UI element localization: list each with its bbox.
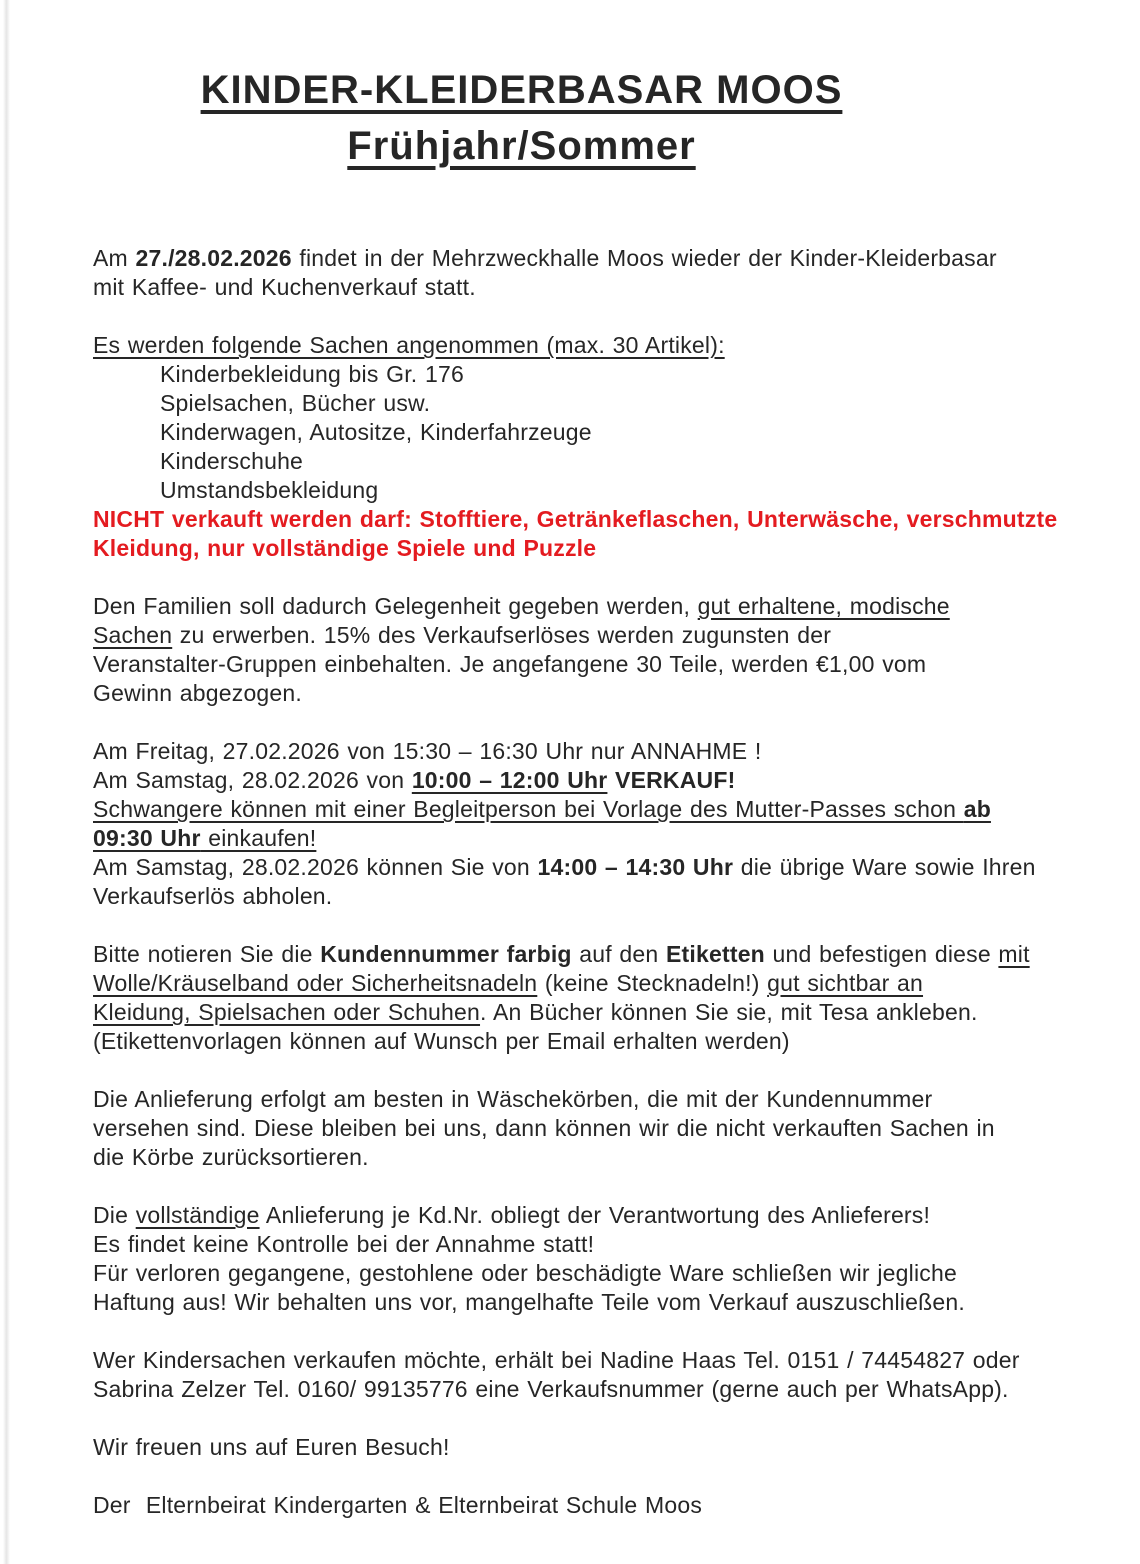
text-run: und befestigen diese <box>764 941 999 967</box>
contact-paragraph <box>93 1346 1060 1404</box>
title-line-2: Frühjahr/Sommer <box>347 124 696 168</box>
accepted-heading: Es werden folgende Sachen angenommen (max. 30 Artikel): <box>93 332 725 358</box>
text-line <box>93 998 1060 1027</box>
text-line: Für verloren gegangene, gestohlene oder beschädigte Ware schließen wir jegliche <box>93 1260 957 1286</box>
title-line-2-wrap <box>93 118 950 174</box>
customer-number-label: Kundennummer farbig <box>320 941 572 967</box>
text-line <box>93 940 1060 969</box>
text-line: Veranstalter-Gruppen einbehalten. Je angefangene 30 Teile, werden €1,00 vom <box>93 651 927 677</box>
sale-time-line <box>93 766 1060 795</box>
text-line: Verkaufserlös abholen. <box>93 883 333 909</box>
text-run: findet in der Mehrzweckhalle Moos wieder der Kinder-Kleiderbasar <box>291 245 997 271</box>
text-run: Am Samstag, 28.02.2026 von <box>93 767 412 793</box>
schedule-paragraph <box>93 737 1060 911</box>
text-run: Den Familien soll dadurch Gelegenheit gegeben werden, <box>93 593 698 619</box>
text-run-underlined: einkaufen! <box>200 825 317 851</box>
flyer-body <box>93 244 1060 1520</box>
text-line <box>93 969 1060 998</box>
text-line <box>93 621 1060 650</box>
contact-line-1: Wer Kindersachen verkaufen möchte, erhält bei Nadine Haas Tel. 0151 / 74454827 oder <box>93 1347 1020 1373</box>
etiketten-label: Etiketten <box>666 941 765 967</box>
proceeds-paragraph <box>93 592 1060 708</box>
sale-time: 10:00 – 12:00 Uhr <box>411 767 608 793</box>
sale-label: VERKAUF! <box>607 767 736 793</box>
text-line: versehen sind. Diese bleiben bei uns, dann können wir die nicht verkauften Sachen in <box>93 1115 995 1141</box>
text-run: Bitte notieren Sie die <box>93 941 321 967</box>
text-run: zu erwerben. 15% des Verkaufserlöses werden zugunsten der <box>172 622 832 648</box>
title-line-1: KINDER-KLEIDERBASAR MOOS <box>200 68 843 112</box>
closing-paragraph <box>93 1433 1060 1462</box>
accepted-item: Spielsachen, Bücher usw. <box>160 390 431 416</box>
labeling-paragraph <box>93 940 1060 1056</box>
text-run-underlined: Kleidung, Spielsachen oder Schuhen <box>93 999 481 1025</box>
text-line: die Körbe zurücksortieren. <box>93 1144 369 1170</box>
contact-line-2: Sabrina Zelzer Tel. 0160/ 99135776 eine Verkaufsnummer (gerne auch per WhatsApp). <box>93 1376 1009 1402</box>
accepted-items-section <box>93 331 1060 563</box>
intro-paragraph <box>93 244 1060 302</box>
warning-line-1: NICHT verkauft werden darf: Stofftiere, Getränkeflaschen, Unterwäsche, verschmutzte <box>93 506 1058 532</box>
liability-paragraph <box>93 1201 1060 1317</box>
text-run: auf den <box>571 941 666 967</box>
delivery-paragraph <box>93 1085 1060 1172</box>
text-line: Haftung aus! Wir behalten uns vor, mangelhafte Teile vom Verkauf auszuschließen. <box>93 1289 965 1315</box>
accepted-item: Kinderbekleidung bis Gr. 176 <box>160 361 464 387</box>
text-run-underlined: mit <box>998 941 1030 967</box>
text-line: Es findet keine Kontrolle bei der Annahme statt! <box>93 1231 595 1257</box>
text-line <box>93 592 1060 621</box>
early-shopping-line-2 <box>93 824 1060 853</box>
accepted-item: Kinderwagen, Autositze, Kinderfahrzeuge <box>160 419 592 445</box>
closing-line: Wir freuen uns auf Euren Besuch! <box>93 1434 450 1460</box>
text-line: (Etikettenvorlagen können auf Wunsch per Email erhalten werden) <box>93 1028 790 1054</box>
text-run-underlined: gut erhaltene, modische <box>697 593 950 619</box>
text-run: Die <box>93 1202 136 1228</box>
pickup-time: 14:00 – 14:30 Uhr <box>537 854 734 880</box>
text-line: mit Kaffee- und Kuchenverkauf statt. <box>93 274 476 300</box>
flyer-title <box>93 62 950 174</box>
signature-paragraph <box>93 1491 1060 1520</box>
text-line: Gewinn abgezogen. <box>93 680 302 706</box>
accepted-item: Umstandsbekleidung <box>160 477 379 503</box>
warning-line-2: Kleidung, nur vollständige Spiele und Puzzle <box>93 535 597 561</box>
text-line: Die Anlieferung erfolgt am besten in Wäschekörben, die mit der Kundennummer <box>93 1086 933 1112</box>
text-run-underlined: gut sichtbar an <box>767 970 924 996</box>
text-run-underlined: Schwangere können mit einer Begleitperson bei Vorlage des Mutter-Passes schon <box>93 796 964 822</box>
accepted-item: Kinderschuhe <box>160 448 304 474</box>
text-run: (keine Stecknadeln!) <box>537 970 768 996</box>
signature-line: Der Elternbeirat Kindergarten & Elternbeirat Schule Moos <box>93 1492 703 1518</box>
pickup-time-line <box>93 853 1060 882</box>
text-run: Anlieferung je Kd.Nr. obliegt der Verantwortung des Anlieferers! <box>259 1202 931 1228</box>
early-shopping-time: 09:30 Uhr <box>93 825 201 851</box>
event-date: 27./28.02.2026 <box>135 245 292 271</box>
accepted-heading-wrap <box>93 331 1060 360</box>
text-run: . An Bücher können Sie sie, mit Tesa ankleben. <box>480 999 978 1025</box>
text-run: die übrige Ware sowie Ihren <box>733 854 1036 880</box>
title-line-1-wrap <box>93 62 950 118</box>
text-line <box>93 244 1060 273</box>
text-line <box>93 1201 1060 1230</box>
text-run: Am <box>93 245 136 271</box>
text-run-underlined: Wolle/Kräuselband oder Sicherheitsnadeln <box>93 970 538 996</box>
text-run-underlined: vollständige <box>135 1202 260 1228</box>
text-run: Am Samstag, 28.02.2026 können Sie von <box>93 854 538 880</box>
acceptance-time-line: Am Freitag, 27.02.2026 von 15:30 – 16:30 Uhr nur ANNAHME ! <box>93 738 762 764</box>
early-shopping-line-1 <box>93 795 1060 824</box>
early-shopping-time-part: ab <box>963 796 991 822</box>
text-run-underlined: Sachen <box>93 622 173 648</box>
